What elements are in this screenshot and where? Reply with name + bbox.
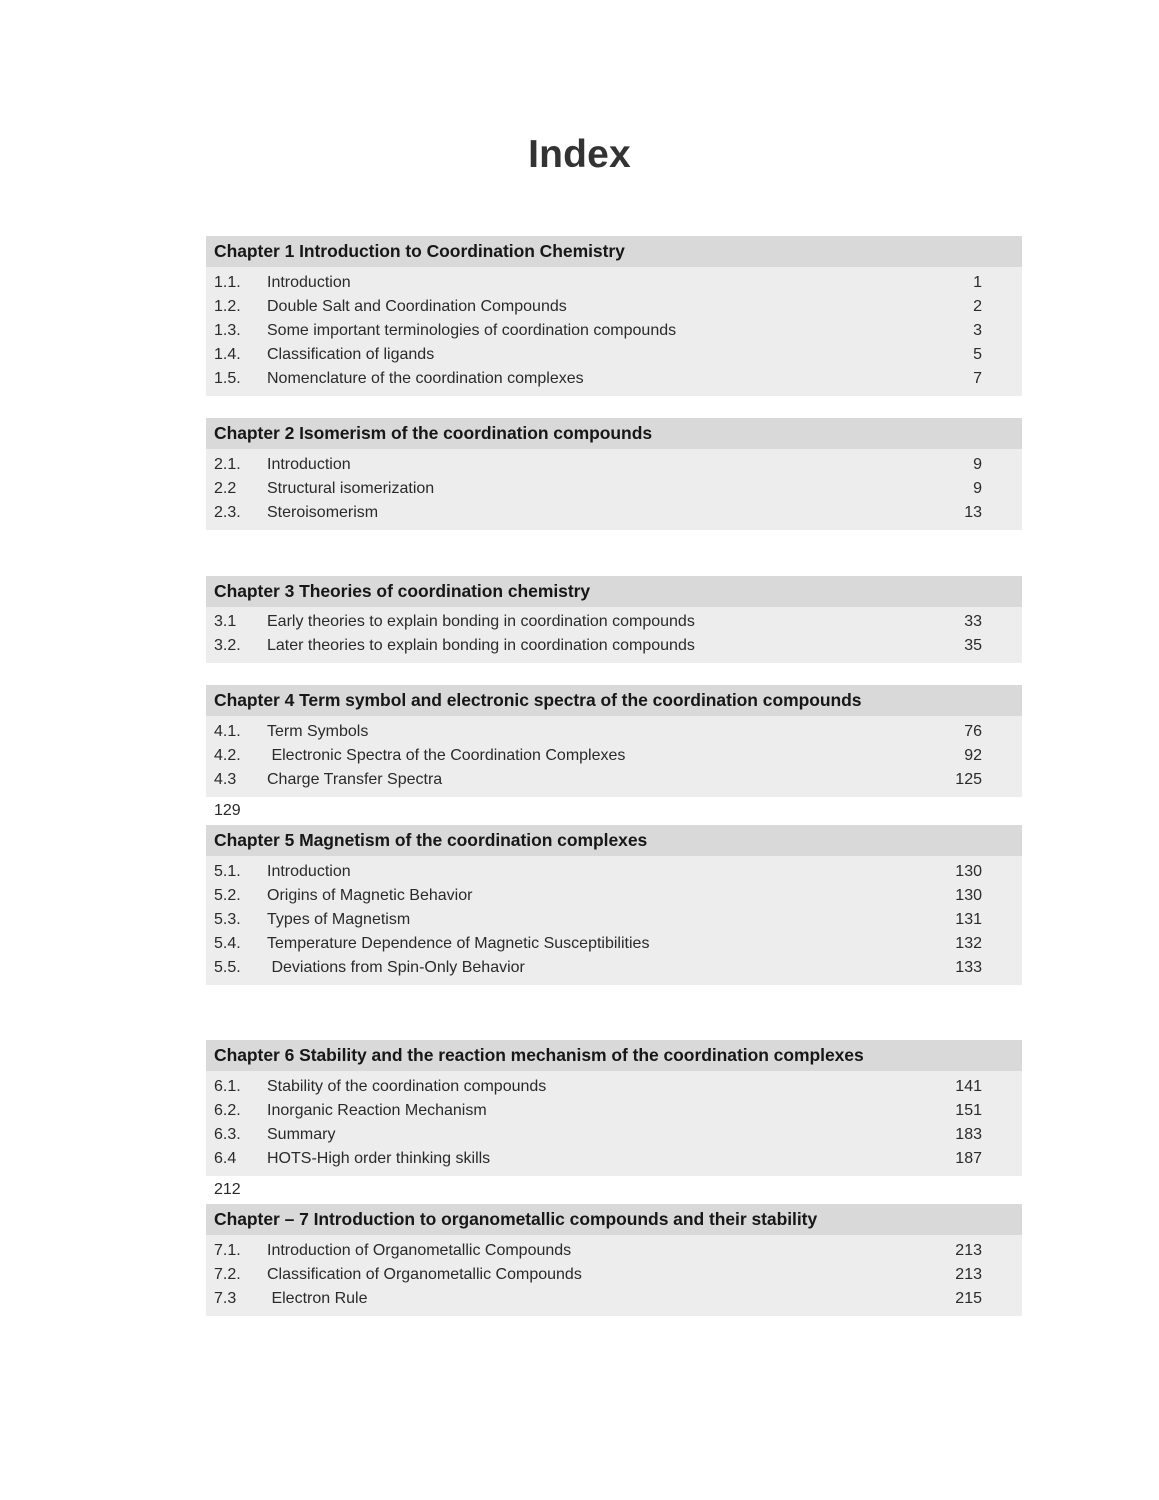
toc-entry-title: Double Salt and Coordination Compounds: [267, 297, 567, 315]
toc-entry-page-number: 1: [973, 273, 982, 291]
toc-entry-number: 1.1.: [214, 273, 241, 291]
toc-entry-page-number: 9: [973, 455, 982, 473]
toc-entry-number: 2.1.: [214, 455, 241, 473]
toc-entry-number: 1.2.: [214, 297, 241, 315]
chapter-block: [206, 576, 1022, 663]
toc-entry-title: Types of Magnetism: [267, 910, 411, 928]
toc-entry[interactable]: [206, 719, 1022, 743]
toc-entry-title: Introduction: [267, 862, 351, 880]
toc-entry-number: 1.5.: [214, 370, 241, 388]
toc-entry-page-number: 132: [955, 935, 982, 953]
toc-entry-page-number: 2: [973, 297, 982, 315]
toc-entry-number: 7.3: [214, 1290, 237, 1308]
toc-entry-page-number: 130: [955, 886, 982, 904]
toc-entry-number: 4.1.: [214, 722, 241, 740]
chapter-entries: [206, 449, 1022, 530]
toc-entry[interactable]: [206, 956, 1022, 980]
toc-entry[interactable]: [206, 318, 1022, 342]
toc-entry[interactable]: [206, 1123, 1022, 1147]
toc-entry[interactable]: [206, 859, 1022, 883]
toc-entry[interactable]: [206, 883, 1022, 907]
toc-entry-title: Deviations from Spin-Only Behavior: [267, 959, 525, 977]
toc-entry[interactable]: [206, 367, 1022, 391]
toc-entry-number: 6.2.: [214, 1101, 241, 1119]
toc-entry-title: Electron Rule: [267, 1290, 368, 1308]
toc-entry-title: Steroisomerism: [267, 504, 379, 521]
toc-entry-page-number: 7: [973, 370, 982, 388]
toc-entry-title: Some important terminologies of coordination compounds: [267, 321, 677, 339]
toc-entry[interactable]: [206, 1287, 1022, 1311]
toc-entry[interactable]: [206, 1098, 1022, 1122]
toc-entry[interactable]: [206, 610, 1022, 634]
toc-entry-title: Introduction: [267, 455, 351, 473]
toc-entry[interactable]: [206, 343, 1022, 367]
toc-entry-number: 4.2.: [214, 746, 241, 764]
toc-entry-page-number: 213: [955, 1241, 982, 1259]
chapter-entries: [206, 1071, 1022, 1176]
toc-entry[interactable]: [206, 743, 1022, 767]
toc-entry-page-number: 133: [955, 959, 982, 977]
toc-entry[interactable]: [206, 1238, 1022, 1262]
toc-orphan-page-number: 129: [206, 797, 1022, 825]
section-spacer: [206, 396, 1022, 418]
table-of-contents: [206, 236, 1022, 1316]
chapter-header[interactable]: Chapter 1 Introduction to Coordination Chemistry: [206, 236, 1022, 267]
toc-entry-title: Summary: [267, 1126, 336, 1143]
toc-orphan-page-number: 212: [206, 1176, 1022, 1204]
section-spacer: [206, 530, 1022, 576]
toc-entry-page-number: 213: [955, 1265, 982, 1283]
chapter-block: [206, 236, 1022, 396]
toc-entry-title: HOTS-High order thinking skills: [267, 1150, 491, 1168]
toc-entry-number: 1.4.: [214, 346, 241, 364]
toc-entry[interactable]: [206, 452, 1022, 476]
toc-entry-page-number: 9: [973, 479, 982, 497]
toc-entry[interactable]: [206, 476, 1022, 500]
toc-entry-title: Electronic Spectra of the Coordination Complexes: [267, 746, 626, 764]
chapter-entries: [206, 716, 1022, 797]
toc-entry-page-number: 5: [973, 346, 982, 364]
chapter-entries: [206, 607, 1022, 663]
toc-entry-page-number: 13: [964, 504, 982, 521]
toc-entry-title: Early theories to explain bonding in coordination compounds: [267, 613, 695, 631]
toc-entry[interactable]: [206, 1074, 1022, 1098]
toc-entry[interactable]: [206, 270, 1022, 294]
toc-entry-title: Structural isomerization: [267, 479, 435, 497]
toc-entry-number: 5.3.: [214, 910, 241, 928]
chapter-entries: [206, 267, 1022, 396]
toc-entry-page-number: 35: [964, 637, 982, 655]
toc-entry-title: Classification of ligands: [267, 346, 435, 364]
toc-entry-number: 5.1.: [214, 862, 241, 880]
toc-entry-page-number: 151: [955, 1101, 982, 1119]
chapter-entries: [206, 1235, 1022, 1316]
toc-entry-number: 4.3: [214, 771, 237, 789]
toc-entry[interactable]: [206, 294, 1022, 318]
toc-entry-number: 6.1.: [214, 1077, 241, 1095]
toc-entry-page-number: 130: [955, 862, 982, 880]
toc-entry-page-number: 215: [955, 1290, 982, 1308]
chapter-block: [206, 825, 1022, 985]
toc-entry-number: 3.2.: [214, 637, 241, 655]
chapter-block: [206, 418, 1022, 530]
toc-entry[interactable]: [206, 768, 1022, 792]
toc-entry-title: Inorganic Reaction Mechanism: [267, 1101, 487, 1119]
toc-entry-number: 2.2: [214, 479, 237, 497]
chapter-block: [206, 1040, 1022, 1204]
toc-entry-page-number: 33: [964, 613, 982, 631]
toc-entry[interactable]: [206, 634, 1022, 658]
toc-entry-title: Nomenclature of the coordination complexes: [267, 370, 584, 388]
toc-entry-title: Later theories to explain bonding in coordination compounds: [267, 637, 695, 655]
toc-entry-title: Origins of Magnetic Behavior: [267, 886, 473, 904]
section-spacer: [206, 663, 1022, 685]
toc-entry[interactable]: [206, 1147, 1022, 1171]
chapter-header[interactable]: Chapter 5 Magnetism of the coordination complexes: [206, 825, 1022, 856]
toc-entry-number: 3.1: [214, 613, 237, 631]
toc-entry-page-number: 125: [955, 771, 982, 789]
toc-entry-title: Classification of Organometallic Compounds: [267, 1265, 582, 1283]
toc-entry-title: Temperature Dependence of Magnetic Susceptibilities: [267, 935, 650, 953]
toc-entry[interactable]: [206, 907, 1022, 931]
chapter-block: [206, 685, 1022, 825]
toc-entry-number: 6.4: [214, 1150, 237, 1168]
section-spacer: [206, 985, 1022, 1040]
chapter-header[interactable]: Chapter 4 Term symbol and electronic spectra of the coordination compounds: [206, 685, 1022, 716]
toc-entry-number: 6.3.: [214, 1126, 241, 1143]
toc-entry-number: 5.2.: [214, 886, 241, 904]
toc-entry-title: Term Symbols: [267, 722, 369, 740]
toc-entry-page-number: 3: [973, 321, 982, 339]
toc-entry-page-number: 141: [955, 1077, 982, 1095]
toc-entry[interactable]: [206, 932, 1022, 956]
toc-entry[interactable]: [206, 501, 1022, 525]
chapter-block: [206, 1204, 1022, 1316]
toc-entry-title: Charge Transfer Spectra: [267, 771, 443, 789]
toc-entry-number: 2.3.: [214, 504, 241, 521]
toc-entry-title: Introduction of Organometallic Compounds: [267, 1241, 572, 1259]
toc-entry-title: Stability of the coordination compounds: [267, 1077, 547, 1095]
chapter-header[interactable]: Chapter 6 Stability and the reaction mechanism of the coordination complexes: [206, 1040, 1022, 1071]
chapter-header[interactable]: Chapter – 7 Introduction to organometallic compounds and their stability: [206, 1204, 1022, 1235]
chapter-header[interactable]: Chapter 3 Theories of coordination chemistry: [206, 576, 1022, 607]
toc-entry-title: Introduction: [267, 273, 351, 291]
toc-entry-page-number: 76: [964, 722, 982, 740]
page-title: Index: [528, 133, 631, 176]
toc-entry-page-number: 92: [964, 746, 982, 764]
chapter-entries: [206, 856, 1022, 985]
chapter-header[interactable]: Chapter 2 Isomerism of the coordination compounds: [206, 418, 1022, 449]
toc-entry-number: 5.4.: [214, 935, 241, 953]
toc-entry-number: 1.3.: [214, 321, 241, 339]
toc-entry-page-number: 187: [955, 1150, 982, 1168]
toc-entry-number: 7.1.: [214, 1241, 241, 1259]
toc-entry-page-number: 183: [955, 1126, 982, 1143]
toc-entry-number: 7.2.: [214, 1265, 241, 1283]
toc-entry-number: 5.5.: [214, 959, 241, 977]
toc-entry[interactable]: [206, 1262, 1022, 1286]
toc-entry-page-number: 131: [955, 910, 982, 928]
